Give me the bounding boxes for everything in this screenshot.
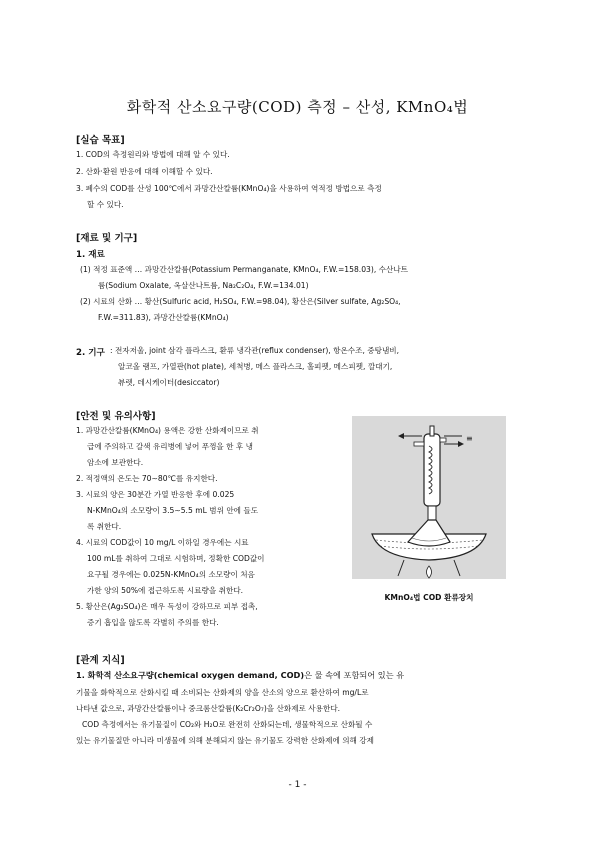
knowledge-line: 있는 유기물질만 아니라 미생물에 의해 분해되지 않는 유기물도 강력한 산화제에 의해 강제: [76, 736, 374, 745]
cod-definition-text: 은 물 속에 포함되어 있는 유: [304, 670, 405, 680]
safety-line: 암소에 보관한다.: [87, 458, 144, 467]
objectives-heading: [실습 목표]: [76, 135, 125, 146]
knowledge-heading: [관계 지식]: [76, 655, 125, 666]
reagent-line: (1) 적정 표준액 … 과망간산칼륨(Potassium Permanganate, KMnO₄, F.W.=158.03), 수산나트: [80, 265, 409, 274]
safety-line: 증기 흡입을 않도록 각별히 주의를 한다.: [87, 618, 219, 627]
reagent-line: (2) 시료의 산화 … 황산(Sulfuric acid, H₂SO₄, F.W.=98.04), 황산은(Silver sulfate, Ag₂SO₄,: [80, 297, 401, 306]
safety-heading: [안전 및 유의사항]: [76, 411, 156, 422]
safety-line: 3. 시료의 양은 30분간 가열 반응한 후에 0.025: [76, 490, 235, 499]
safety-line: 가한 양의 50%에 접근하도록 시료량을 취한다.: [87, 586, 244, 595]
equipment-heading: 2. 기구: [76, 348, 105, 358]
reagent-line: 륨(Sodium Oxalate, 옥살산나트륨, Na₂C₂O₄, F.W.=134.01): [98, 281, 309, 290]
knowledge-line: 기물을 화학적으로 산화시킬 때 소비되는 산화제의 양을 산소의 양으로 환산하여 mg/L로: [76, 688, 369, 697]
page-number: - 1 -: [288, 780, 307, 790]
svg-text:≡: ≡: [466, 434, 473, 443]
objective-item: 3. 폐수의 COD를 산성 100℃에서 과망간산칼륨(KMnO₄)을 사용하여 역적정 방법으로 측정: [76, 184, 382, 193]
safety-line: 급에 주의하고 갈색 유리병에 넣어 푸껑을 한 후 냉: [87, 442, 254, 451]
knowledge-first-line: [76, 671, 404, 680]
materials-reagents-heading: 1. 재료: [76, 250, 105, 260]
figure-caption: KMnO₄법 COD 환류장치: [384, 593, 474, 602]
safety-line: 록 취한다.: [87, 522, 122, 531]
reflux-apparatus-illustration: [352, 416, 506, 579]
safety-line: 2. 적정액의 온도는 70∼80℃를 유지한다.: [76, 474, 218, 483]
objective-item: 1. COD의 측정원리와 방법에 대해 알 수 있다.: [76, 150, 230, 159]
cod-definition-term: 1. 화학적 산소요구량(chemical oxygen demand, COD): [76, 670, 305, 680]
knowledge-line: 나타낸 값으로, 과망간산칼륨이나 중크롬산칼륨(K₂Cr₂O₇)을 산화제로 사용한다.: [76, 704, 341, 713]
equipment-line: : 전자저울, joint 삼각 플라스크, 환류 냉각관(reflux condenser), 항온수조, 중탕냄비,: [110, 346, 400, 355]
reagent-line: F.W.=311.83), 과망간산칼륨(KMnO₄): [98, 313, 229, 322]
page-title: 화학적 산소요구량(COD) 측정 – 산성, KMnO₄법: [126, 98, 469, 116]
safety-line: 5. 황산은(Ag₂SO₄)은 매우 독성이 강하므로 피부 접촉,: [76, 602, 258, 611]
safety-line: 4. 시료의 COD값이 10 mg/L 이하일 경우에는 시료: [76, 538, 249, 547]
safety-line: N-KMnO₄의 소모량이 3.5∼5.5 mL 범위 안에 들도: [87, 506, 259, 515]
equipment-line: 뷰렛, 데시케이터(desiccator): [118, 378, 220, 387]
objective-item-continued: 할 수 있다.: [87, 200, 124, 209]
reflux-apparatus-figure: [352, 416, 506, 579]
equipment-line: 알코올 램프, 가열판(hot plate), 세척병, 메스 플라스크, 홀피펫, 메스피펫, 깔대기,: [118, 362, 393, 371]
safety-line: 1. 과망간산칼륨(KMnO₄) 용액은 강한 산화제이므로 취: [76, 426, 259, 435]
knowledge-line: COD 측정에서는 유기물질이 CO₂와 H₂O로 완전히 산화되는데, 생물학적으로 산화될 수: [82, 720, 373, 729]
safety-line: 100 mL를 취하여 그대로 시험하며, 정확한 COD값이: [87, 554, 265, 563]
materials-heading: [재료 및 기구]: [76, 233, 138, 244]
safety-line: 요구될 경우에는 0.025N-KMnO₄의 소모량이 처음: [87, 570, 255, 579]
objective-item: 2. 산화·환원 반응에 대해 이해할 수 있다.: [76, 167, 213, 176]
